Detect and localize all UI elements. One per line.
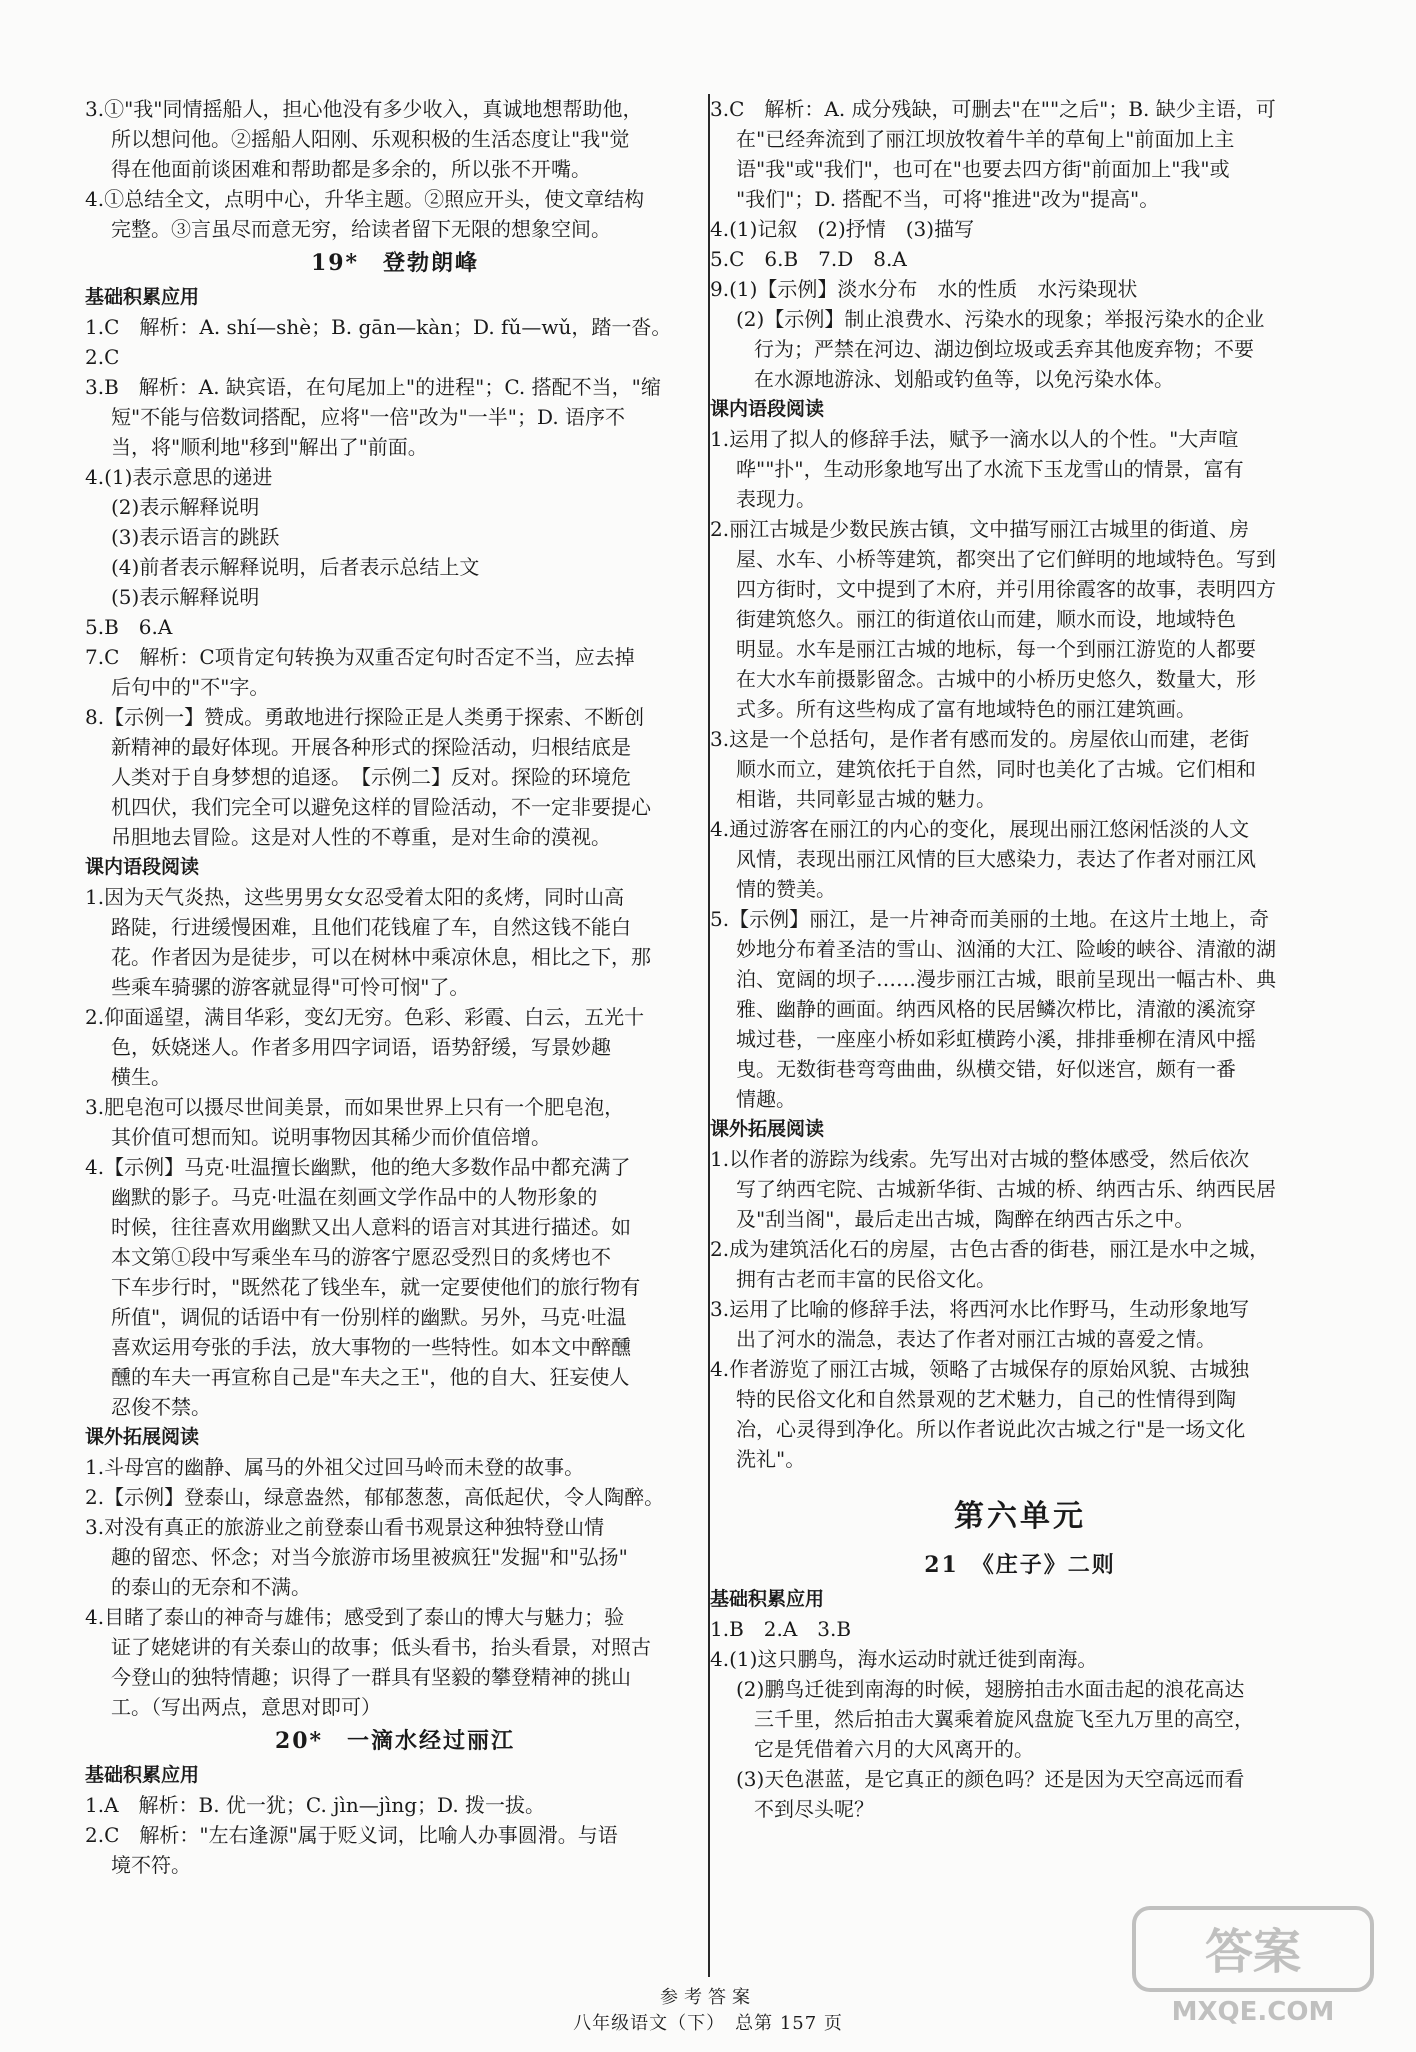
answer-line: 5.C 6.B 7.D 8.A [710, 247, 907, 271]
answer-line: 式多。所有这些构成了富有地域特色的丽江建筑画。 [736, 697, 1196, 721]
answer-line: 及"刮当阁"，最后走出古城，陶醉在纳西古乐之中。 [736, 1207, 1195, 1231]
answer-line: 在"已经奔流到了丽江坝放牧着牛羊的草甸上"前面加上主 [736, 127, 1235, 151]
answer-line: 吊胆地去冒险。这是对人性的不尊重，是对生命的漠视。 [111, 825, 611, 849]
answer-line: 新精神的最好体现。开展各种形式的探险活动，归根结底是 [111, 735, 631, 759]
answer-line: (3)天色湛蓝，是它真正的颜色吗？还是因为天空高远而看 [736, 1767, 1245, 1791]
answer-line: (2)鹏鸟迁徙到南海的时候，翅膀拍击水面击起的浪花高达 [736, 1677, 1245, 1701]
answer-line: 城过巷，一座座小桥如彩虹横跨小溪，排排垂柳在清风中摇 [736, 1027, 1256, 1051]
answer-line: 它是凭借着六月的大风离开的。 [754, 1737, 1034, 1761]
answer-line: 趣的留恋、怀念；对当今旅游市场里被疯狂"发掘"和"弘扬" [111, 1545, 628, 1569]
answer-line: 得在他面前谈困难和帮助都是多余的，所以张不开嘴。 [111, 157, 591, 181]
answer-line: 4.(1)表示意思的递进 [85, 465, 273, 489]
answer-line: 工。（写出两点，意思对即可） [111, 1695, 381, 1719]
answer-line: 2.C [85, 345, 120, 369]
answer-line: 泊、宽阔的坝子……漫步丽江古城，眼前呈现出一幅古朴、典 [736, 967, 1276, 991]
answer-line: 喜欢运用夸张的手法，放大事物的一些特性。如本文中醉醺 [111, 1335, 631, 1359]
section-heading: 课外拓展阅读 [85, 1426, 200, 1448]
answer-line: 横生。 [111, 1065, 171, 1089]
answer-line: 4.(1)这只鹏鸟，海水运动时就迁徙到南海。 [710, 1647, 1098, 1671]
answer-line: 风情，表现出丽江风情的巨大感染力，表达了作者对丽江风 [736, 847, 1256, 871]
unit-title: 第六单元 [954, 1499, 1086, 1534]
answer-line: 四方街时，文中提到了木府，并引用徐霞客的故事，表明四方 [736, 577, 1276, 601]
answer-line: 5.【示例】丽江，是一片神奇而美丽的土地。在这片土地上，奇 [710, 907, 1270, 931]
answer-line: 写了纳西宅院、古城新华街、古城的桥、纳西古乐、纳西民居 [736, 1177, 1276, 1201]
answer-line: 在水源地游泳、划船或钓鱼等，以免污染水体。 [754, 367, 1174, 391]
left-column [85, 94, 705, 1880]
answer-line: 8.【示例一】赞成。勇敢地进行探险正是人类勇于探索、不断创 [85, 705, 645, 729]
answer-line: 1.C 解析：A. shí—shè；B. gān—kàn；D. fǔ—wǔ，踏一沓。 [85, 315, 672, 339]
answer-line: 雅、幽静的画面。纳西风格的民居鳞次栉比，清澈的溪流穿 [736, 997, 1256, 1021]
answer-line: 出了河水的湍急，表达了作者对丽江古城的喜爱之情。 [736, 1327, 1216, 1351]
answer-line: 境不符。 [111, 1853, 191, 1877]
answer-line: 语"我"或"我们"，也可在"也要去四方街"前面加上"我"或 [736, 157, 1230, 181]
answer-line: 2.成为建筑活化石的房屋，古色古香的街巷，丽江是水中之城， [710, 1237, 1270, 1261]
answer-line: 下车步行时，"既然花了钱坐车，就一定要使他们的旅行物有 [111, 1275, 641, 1299]
answer-line: 后句中的"不"字。 [111, 675, 270, 699]
answer-line: (3)表示语言的跳跃 [111, 525, 280, 549]
answer-line: 明显。水车是丽江古城的地标，每一个到丽江游览的人都要 [736, 637, 1256, 661]
lesson-title: 21 《庄子》二则 [924, 1552, 1116, 1578]
answer-line: 1.A 解析：B. 优一犹；C. jìn—jìng；D. 拨一拔。 [85, 1793, 546, 1817]
answer-line: 3.C 解析：A. 成分残缺，可删去"在""之后"；B. 缺少主语，可 [710, 97, 1276, 121]
answer-line: 相谐，共同彰显古城的魅力。 [736, 787, 996, 811]
answer-line: 洗礼"。 [736, 1447, 806, 1471]
answer-line: (4)前者表示解释说明，后者表示总结上文 [111, 555, 480, 579]
watermark-logo [1128, 1902, 1378, 2030]
answer-line: 1.因为天气炎热，这些男男女女忍受着太阳的炙烤，同时山高 [85, 885, 625, 909]
answer-line: 2.C 解析："左右逢源"属于贬义词，比喻人办事圆滑。与语 [85, 1823, 618, 1847]
answer-line: 2.【示例】登泰山，绿意盎然，郁郁葱葱，高低起伏，令人陶醉。 [85, 1485, 665, 1509]
answer-line: 不到尽头呢？ [754, 1797, 874, 1821]
answer-line: 所以想问他。②摇船人阳刚、乐观积极的生活态度让"我"觉 [111, 127, 630, 151]
watermark-top: 答案 [1204, 1924, 1302, 1980]
answer-line: 短"不能与倍数词搭配，应将"一倍"改为"一半"；D. 语序不 [111, 405, 626, 429]
answer-line: 4.目睹了泰山的神奇与雄伟；感受到了泰山的博大与魅力；验 [85, 1605, 625, 1629]
answer-line: (2)表示解释说明 [111, 495, 260, 519]
answer-line: 4.通过游客在丽江的内心的变化，展现出丽江悠闲恬淡的人文 [710, 817, 1250, 841]
answer-line: 三千里，然后拍击大翼乘着旋风盘旋飞至九万里的高空， [754, 1707, 1254, 1731]
answer-line: 证了姥姥讲的有关泰山的故事；低头看书，抬头看景，对照古 [111, 1635, 651, 1659]
answer-line: 1.运用了拟人的修辞手法，赋予一滴水以人的个性。"大声喧 [710, 427, 1239, 451]
footer-page-number: 八年级语文（下） 总第 157 页 [573, 2013, 843, 2034]
answer-line: 3.肥皂泡可以摄尽世间美景，而如果世界上只有一个肥皂泡， [85, 1095, 625, 1119]
answer-line: 4.①总结全文，点明中心，升华主题。②照应开头，使文章结构 [85, 187, 645, 211]
answer-line: 3.对没有真正的旅游业之前登泰山看书观景这种独特登山情 [85, 1515, 605, 1539]
answer-line: 3.B 解析：A. 缺宾语，在句尾加上"的进程"；C. 搭配不当，"缩 [85, 375, 661, 399]
answer-line: 2.仰面遥望，满目华彩，变幻无穷。色彩、彩霞、白云，五光十 [85, 1005, 645, 1029]
answer-line: 1.斗母宫的幽静、属马的外祖父过回马岭而未登的故事。 [85, 1455, 585, 1479]
answer-line: 2.丽江古城是少数民族古镇，文中描写丽江古城里的街道、房 [710, 517, 1250, 541]
right-column [710, 94, 1330, 1824]
answer-line: "我们"；D. 搭配不当，可将"推进"改为"提高"。 [736, 187, 1160, 211]
answer-line: 本文第①段中写乘坐车马的游客宁愿忍受烈日的炙烤也不 [111, 1245, 611, 1269]
section-heading: 基础积累应用 [85, 286, 200, 308]
answer-line: 色，妖娆迷人。作者多用四字词语，语势舒缓，写景妙趣 [111, 1035, 611, 1059]
answer-line: 3.①"我"同情摇船人，担心他没有多少收入，真诚地想帮助他， [85, 97, 643, 121]
section-heading: 课外拓展阅读 [710, 1118, 825, 1140]
answer-line: 其价值可想而知。说明事物因其稀少而价值倍增。 [111, 1125, 551, 1149]
footer-title: 参考答案 [660, 1987, 756, 2008]
watermark-bottom: MXQE.COM [1171, 1997, 1335, 2027]
section-heading: 基础积累应用 [710, 1588, 825, 1610]
answer-line: 幽默的影子。马克·吐温在刻画文学作品中的人物形象的 [111, 1185, 598, 1209]
answer-line: 7.C 解析：C项肯定句转换为双重否定句时否定不当，应去掉 [85, 645, 635, 669]
answer-line: 机四伏，我们完全可以避免这样的冒险活动，不一定非要提心 [111, 795, 651, 819]
answer-line: 1.B 2.A 3.B [710, 1617, 852, 1641]
answer-line: 3.运用了比喻的修辞手法，将西河水比作野马，生动形象地写 [710, 1297, 1250, 1321]
answer-line: 5.B 6.A [85, 615, 173, 639]
lesson-title: 19* 登勃朗峰 [310, 250, 480, 276]
answer-line: 3.这是一个总括句，是作者有感而发的。房屋依山而建，老街 [710, 727, 1250, 751]
answer-line: 拥有古老而丰富的民俗文化。 [736, 1267, 996, 1291]
lesson-title: 20* 一滴水经过丽江 [274, 1728, 516, 1754]
answer-line: 路陡，行进缓慢困难，且他们花钱雇了车，自然这钱不能白 [111, 915, 631, 939]
answer-line: 顺水而立，建筑依托于自然，同时也美化了古城。它们相和 [736, 757, 1256, 781]
answer-line: 些乘车骑骡的游客就显得"可怜可悯"了。 [111, 975, 470, 999]
answer-line: 冶，心灵得到净化。所以作者说此次古城之行"是一场文化 [736, 1417, 1246, 1441]
answer-line: 表现力。 [736, 487, 816, 511]
answer-line: 今登山的独特情趣；识得了一群具有坚毅的攀登精神的挑山 [111, 1665, 631, 1689]
answer-line: 特的民俗文化和自然景观的艺术魅力，自己的性情得到陶 [736, 1387, 1236, 1411]
answer-line: 完整。③言虽尽而意无穷，给读者留下无限的想象空间。 [111, 217, 611, 241]
answer-line: 在大水车前摄影留念。古城中的小桥历史悠久，数量大，形 [736, 667, 1256, 691]
answer-line: 曳。无数街巷弯弯曲曲，纵横交错，好似迷宫，颇有一番 [736, 1057, 1236, 1081]
answer-line: 4.(1)记叙 (2)抒情 (3)描写 [710, 217, 975, 241]
answer-line: 4.【示例】马克·吐温擅长幽默，他的绝大多数作品中都充满了 [85, 1155, 631, 1179]
answer-line: 醺的车夫一再宣称自己是"车夫之王"，他的自大、狂妄使人 [111, 1365, 630, 1389]
answer-line: 时候，往往喜欢用幽默又出人意料的语言对其进行描述。如 [111, 1215, 631, 1239]
answer-line: (5)表示解释说明 [111, 585, 260, 609]
answer-line: 妙地分布着圣洁的雪山、汹涌的大江、险峻的峡谷、清澈的湖 [736, 937, 1276, 961]
answer-line: 1.以作者的游踪为线索。先写出对古城的整体感受，然后依次 [710, 1147, 1250, 1171]
answer-line: 行为；严禁在河边、湖边倒垃圾或丢弃其他废弃物；不要 [754, 337, 1254, 361]
answer-line: (2)【示例】制止浪费水、污染水的现象；举报污染水的企业 [736, 307, 1265, 331]
answer-line: 街建筑悠久。丽江的街道依山而建，顺水而设，地域特色 [736, 607, 1236, 631]
answer-line: 4.作者游览了丽江古城，领略了古城保存的原始风貌、古城独 [710, 1357, 1250, 1381]
answer-line: 忍俊不禁。 [111, 1395, 211, 1419]
answer-line: 的泰山的无奈和不满。 [111, 1575, 311, 1599]
answer-line: 屋、水车、小桥等建筑，都突出了它们鲜明的地域特色。写到 [736, 547, 1276, 571]
answer-line: 花。作者因为是徒步，可以在树林中乘凉休息，相比之下，那 [111, 945, 651, 969]
answer-line: 人类对于自身梦想的追逐。 【示例二】反对。探险的环境危 [111, 765, 631, 789]
answer-line: 情趣。 [736, 1087, 796, 1111]
section-heading: 课内语段阅读 [85, 856, 200, 878]
answer-line: 所值"，调侃的话语中有一份别样的幽默。另外，马克·吐温 [111, 1305, 627, 1329]
answer-line: 当，将"顺利地"移到"解出了"前面。 [111, 435, 428, 459]
section-heading: 课内语段阅读 [710, 398, 825, 420]
section-heading: 基础积累应用 [85, 1764, 200, 1786]
answer-line: 哗""扑"，生动形象地写出了水流下玉龙雪山的情景，富有 [736, 457, 1244, 481]
answer-line: 9.(1)【示例】淡水分布 水的性质 水污染现状 [710, 277, 1138, 301]
answer-line: 情的赞美。 [736, 877, 836, 901]
